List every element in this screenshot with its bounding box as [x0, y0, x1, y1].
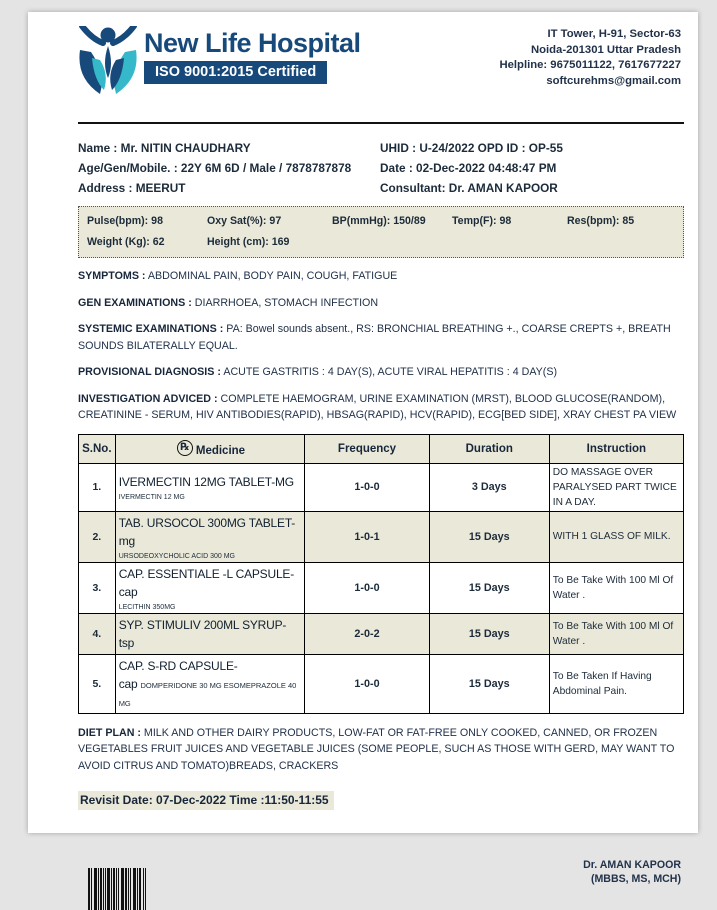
medicine-frequency: 2-0-2 — [305, 613, 429, 654]
medicine-name: SYP. STIMULIV 200ML SYRUP-tsp — [118, 617, 287, 650]
medicine-instruction: DO MASSAGE OVER PARALYSED PART TWICE IN A DAY. — [549, 463, 683, 511]
patient-address-line: Address : MEERUT — [78, 181, 186, 195]
medicine-duration: 3 Days — [429, 463, 549, 511]
vital-weight: Weight (Kg): 62 — [87, 236, 165, 248]
medicine-frequency: 1-0-0 — [305, 463, 429, 511]
symptoms-section: SYMPTOMS : ABDOMINAL PAIN, BODY PAIN, COUGH, FATIGUE — [78, 270, 398, 282]
visit-date-line: Date : 02-Dec-2022 04:48:47 PM — [380, 161, 557, 175]
doctor-name: Dr. AMAN KAPOOR — [583, 859, 681, 871]
vital-height: Height (cm): 169 — [207, 236, 290, 248]
vital-res: Res(bpm): 85 — [567, 215, 635, 227]
medicine-duration: 15 Days — [429, 562, 549, 613]
rx-icon: ℞ — [177, 440, 193, 456]
header-medicine: ℞ Medicine — [115, 434, 305, 463]
medicine-row: 4. SYP. STIMULIV 200ML SYRUP-tsp 2-0-2 15 Days To Be Take With 100 Ml Of Water . — [79, 613, 684, 654]
medicine-name: CAP. ESSENTIALE -L CAPSULE-cap — [118, 566, 295, 599]
medicine-instruction: To Be Taken If Having Abdominal Pain. — [549, 654, 683, 713]
medicines-table-header-row — [79, 434, 684, 463]
medicine-duration: 15 Days — [429, 511, 549, 562]
medicine-row: 2. TAB. URSOCOL 300MG TABLET-mg URSODEOXYCHOLIC ACID 300 MG 1-0-1 15 Days WITH 1 GLASS OF MILK. — [79, 511, 684, 562]
iso-certification-badge: ISO 9001:2015 Certified — [144, 61, 327, 84]
address-line: IT Tower, H-91, Sector-63 — [547, 28, 681, 40]
patient-info — [78, 138, 684, 198]
medicine-row: 3. CAP. ESSENTIALE -L CAPSULE-cap LECITHIN 350MG 1-0-0 15 Days To Be Take With 100 Ml Of Water . — [79, 562, 684, 613]
header-divider — [78, 122, 684, 124]
medicine-composition: IVERMECTIN 12 MG — [118, 494, 185, 501]
gen-examinations-section: GEN EXAMINATIONS : DIARRHOEA, STOMACH INFECTION — [78, 296, 379, 309]
medicine-composition: DOMPERIDONE 30 MG ESOMEPRAZOLE 40 MG — [118, 680, 297, 708]
medicines-table — [78, 434, 684, 714]
vital-temp: Temp(F): 98 — [452, 215, 512, 227]
prescription-page — [28, 12, 698, 885]
doctor-qualifications: (MBBS, MS, MCH) — [590, 873, 681, 885]
vital-oxy-sat: Oxy Sat(%): 97 — [207, 215, 282, 227]
medicine-composition: LECITHIN 350MG — [118, 603, 176, 611]
medicine-duration: 15 Days — [429, 613, 549, 654]
diet-plan-section: DIET PLAN : MILK AND OTHER DAIRY PRODUCTS, LOW-FAT OR FAT-FREE ONLY COOKED, CANNED, OR FROZEN VEGETABLES FRUIT JUICES AND VEGETABLE JUICES (SOME PEOPLE, SUCH AS THOSE WITH GERD, MAY WANT TO AVOID CITRUS AND TOMATO)BREADS, CRACKERS — [78, 726, 675, 772]
investigation-adviced-section: INVESTIGATION ADVICED : COMPLETE HAEMOGRAM, URINE EXAMINATION (MRST), BLOOD GLUCOSE(RANDOM), CREATININE - SERUM, HIV ANTIBODIES(RAPID), HBSAG(RAPID), HCV(RAPID), ECG[BED SIDE], XRAY CHEST PA VIEW — [78, 392, 677, 421]
footer — [78, 844, 684, 910]
medicine-instruction: To Be Take With 100 Ml Of Water . — [549, 562, 683, 613]
patient-uhid-line: UHID : U-24/2022 OPD ID : OP-55 — [380, 141, 563, 155]
address-line: Noida-201301 Uttar Pradesh — [530, 43, 681, 56]
medicine-row: 5. CAP. S-RD CAPSULE-cap DOMPERIDONE 30 MG ESOMEPRAZOLE 40 MG 1-0-0 15 Days To Be Taken If Having Abdominal Pain. — [79, 654, 684, 713]
vital-bp: BP(mmHg): 150/89 — [332, 215, 426, 227]
header-frequency: Frequency — [305, 434, 429, 463]
hospital-address-block — [499, 27, 681, 89]
doctor-signature-block — [583, 858, 681, 886]
medicine-frequency: 1-0-0 — [305, 654, 429, 713]
medicine-duration: 15 Days — [429, 654, 549, 713]
medicine-frequency: 1-0-0 — [305, 562, 429, 613]
patient-age-line: Age/Gen/Mobile. : 22Y 6M 6D / Male / 7878787878 — [78, 161, 352, 175]
medicine-frequency: 1-0-1 — [305, 511, 429, 562]
header — [78, 22, 684, 114]
hospital-name: New Life Hospital — [144, 28, 361, 58]
header-duration: Duration — [429, 434, 549, 463]
provisional-diagnosis-section: PROVISIONAL DIAGNOSIS : ACUTE GASTRITIS : 4 DAY(S), ACUTE VIRAL HEPATITIS : 4 DAY(S) — [78, 366, 558, 378]
vitals-box — [78, 206, 684, 258]
medicine-row: 1. IVERMECTIN 12MG TABLET-MG IVERMECTIN 12 MG 1-0-0 3 Days DO MASSAGE OVER PARALYSED PART TWICE IN A DAY. — [79, 463, 684, 511]
medicine-name: TAB. URSOCOL 300MG TABLET-mg — [118, 515, 296, 548]
vital-pulse: Pulse(bpm): 98 — [87, 215, 163, 227]
medicine-instruction: To Be Take With 100 Ml Of Water . — [549, 613, 683, 654]
header-sno: S.No. — [79, 434, 116, 463]
helpline-line: Helpline: 9675011122, 7617677227 — [499, 59, 681, 71]
barcode — [88, 868, 146, 910]
medicine-composition: URSODEOXYCHOLIC ACID 300 MG — [118, 552, 235, 560]
medicine-name: IVERMECTIN 12MG TABLET-MG — [118, 475, 294, 489]
systemic-examinations-section: SYSTEMIC EXAMINATIONS : PA: Bowel sounds absent., RS: BRONCHIAL BREATHING +., COARSE CREPTS +, BREATH SOUNDS BILATERALLY EQUAL. — [78, 323, 671, 352]
email-line: softcurehms@gmail.com — [546, 74, 681, 87]
revisit-date-line: Revisit Date: 07-Dec-2022 Time :11:50-11:55 — [78, 791, 334, 810]
medicine-instruction: WITH 1 GLASS OF MILK. — [549, 511, 683, 562]
consultant-line: Consultant: Dr. AMAN KAPOOR — [380, 181, 558, 195]
patient-name-line: Name : Mr. NITIN CHAUDHARY — [78, 141, 251, 155]
hospital-logo-icon — [78, 26, 138, 100]
medicine-name: CAP. S-RD CAPSULE-cap — [118, 658, 238, 691]
header-instruction: Instruction — [549, 434, 683, 463]
